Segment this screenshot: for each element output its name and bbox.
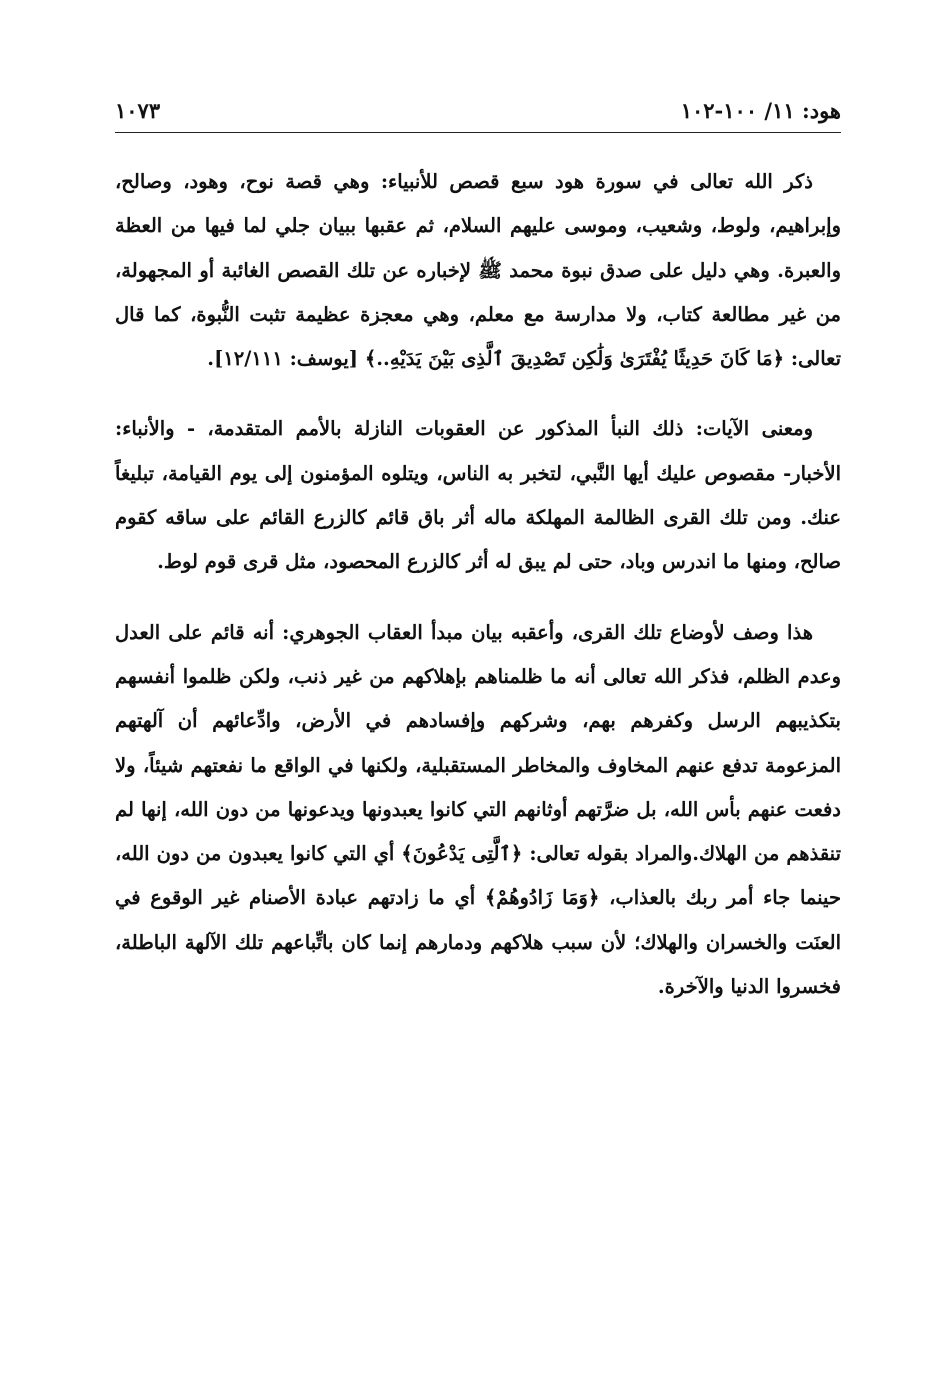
paragraph-meaning: ومعنى الآيات: ذلك النبأ المذكور عن العقوبات النازلة بالأمم المتقدمة، - والأنباء: الأخبار- مقصوص عليك أيها النَّبي، لتخبر به الناس، ويتلوه المؤمنون إلى يوم القيامة، تبليغاً عنك. ومن تلك القرى الظالمة المهلكة ماله أثر باق قائم كالزرع القائم على ساقه كقوم صالح، ومنها ما اندرس وباد، حتى لم يبق له أثر كالزرع المحصود، مثل قرى قوم لوط. bbox=[115, 417, 841, 574]
page-body bbox=[115, 160, 841, 1035]
paragraph-justice: هذا وصف لأوضاع تلك القرى، وأعقبه بيان مبدأ العقاب الجوهري: أنه قائم على العدل وعدم الظلم، فذكر الله تعالى أنه ما ظلمناهم بإهلاكهم من غير ذنب، ولكن ظلموا أنفسهم بتكذيبهم الرسل وكفرهم بهم، وشركهم وإفسادهم في الأرض، وادِّعائهم أن آلهتهم المزعومة تدفع عنهم المخاوف والمخاطر المستقبلية، ولكنها في الواقع ما نفعتهم شيئاً، ولا دفعت عنهم بأس الله، بل ضرَّتهم أوثانهم التي كانوا يعبدونها ويدعونها من دون الله، إنها لم تنقذهم من الهلاك.والمراد بقوله تعالى: ﴿ٱلَّتِى يَدْعُونَ﴾ أي التي كانوا يعبدون من دون الله، حينما جاء أمر ربك بالعذاب، ﴿وَمَا زَادُوهُمْ﴾ أي ما زادتهم عبادة الأصنام غير الوقوع في العنَت والخسران والهلاك؛ لأن سبب هلاكهم ودمارهم إنما كان باتِّباعهم تلك الآلهة الباطلة، فخسروا الدنيا والآخرة. bbox=[115, 620, 841, 999]
running-title: هود: ١١/ ١٠٠-١٠٢ bbox=[680, 98, 841, 123]
page-number: ١٠٧٣ bbox=[115, 98, 161, 123]
paragraph-intro: ذكر الله تعالى في سورة هود سبع قصص للأنبياء: وهي قصة نوح، وهود، وصالح، وإبراهيم، ولوط، وشعيب، وموسى عليهم السلام، ثم عقبها ببيان جلي لما فيها من العظة والعبرة. وهي دليل على صدق نبوة محمد ﷺ لإخباره عن تلك القصص الغائبة أو المجهولة، من غير مطالعة كتاب، ولا مدارسة مع معلم، وهي معجزة عظيمة تثبت النُّبوة، كما قال تعالى: ﴿مَا كَانَ حَدِيثًا يُفْتَرَىٰ وَلَٰكِن تَصْدِيقَ ٱلَّذِى بَيْنَ يَدَيْهِ..﴾ [يوسف: ١٢/١١١]. bbox=[115, 170, 841, 371]
page-header bbox=[115, 96, 841, 133]
